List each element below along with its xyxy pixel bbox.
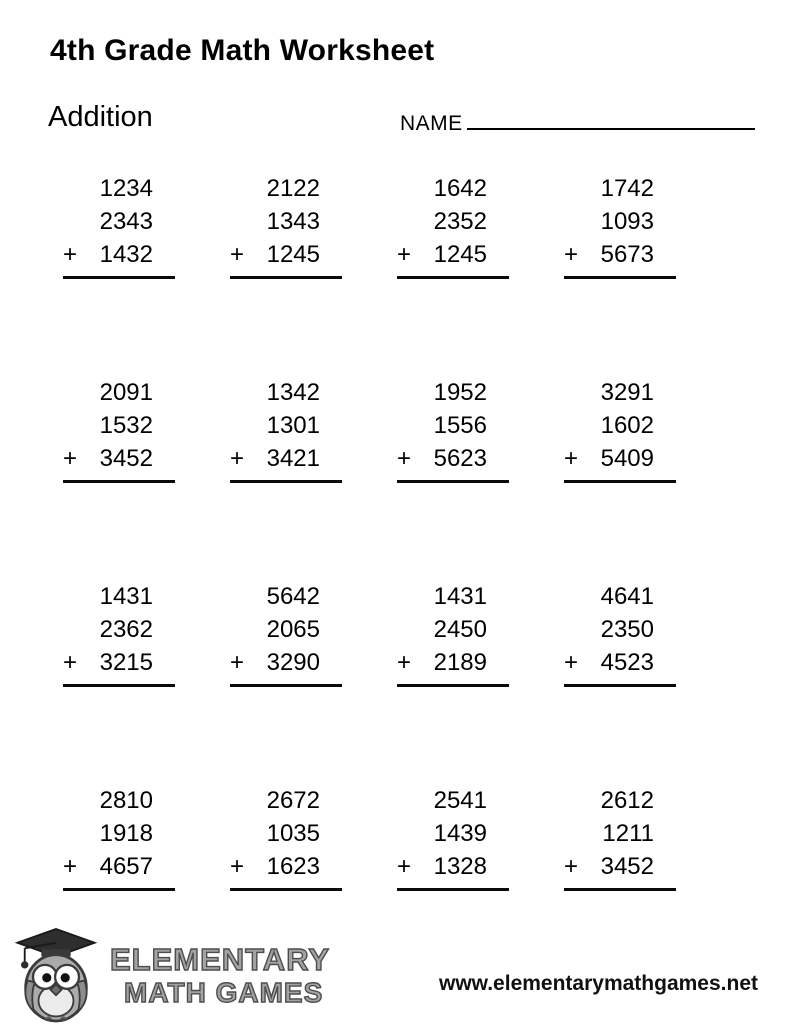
brand-logo [10,925,330,1025]
addend-row [63,238,175,271]
addition-problem [230,172,342,279]
addend-row [230,238,342,271]
addend: 1642 [433,175,487,202]
addend: 2343 [99,208,153,235]
problems-grid [63,172,731,891]
plus-sign: + [397,853,412,880]
addend-row [397,238,509,271]
addend: 1301 [266,412,320,439]
addition-problem [397,580,509,687]
name-field-group [400,110,755,136]
addend: 2189 [433,649,487,676]
addend: 3452 [99,445,153,472]
name-label: NAME [400,112,463,135]
brand-logo-text [110,941,331,1008]
addend: 2541 [433,787,487,814]
addend: 1431 [433,583,487,610]
addend: 5409 [600,445,654,472]
page-title: 4th Grade Math Worksheet [50,34,435,67]
addend: 4641 [600,583,654,610]
addend: 2362 [99,616,153,643]
addend-row [230,646,342,679]
addend: 1623 [266,853,320,880]
addend: 1952 [433,379,487,406]
addend: 1343 [266,208,320,235]
addend: 5623 [433,445,487,472]
answer-line [397,276,509,279]
addend: 2612 [600,787,654,814]
plus-sign: + [230,649,245,676]
addend-row [63,850,175,883]
website-url: www.elementarymathgames.net [439,972,758,995]
answer-line [230,888,342,891]
plus-sign: + [397,445,412,472]
addend: 1439 [433,820,487,847]
addition-problem [63,580,175,687]
addend-row [63,442,175,475]
addition-problem [564,172,676,279]
addend: 1556 [433,412,487,439]
answer-line [63,684,175,687]
answer-line [564,684,676,687]
plus-sign: + [397,649,412,676]
addend: 3215 [99,649,153,676]
addend: 1035 [266,820,320,847]
addend: 1342 [266,379,320,406]
addition-problem [397,376,509,483]
addend: 2350 [600,616,654,643]
plus-sign: + [63,853,78,880]
addition-problem [230,376,342,483]
answer-line [230,684,342,687]
addend: 2672 [266,787,320,814]
plus-sign: + [63,445,78,472]
plus-sign: + [564,649,579,676]
addition-problem [397,172,509,279]
answer-line [397,480,509,483]
answer-line [564,888,676,891]
addition-problem [397,784,509,891]
answer-line [397,888,509,891]
addition-problem [564,580,676,687]
answer-line [397,684,509,687]
addend-row [397,442,509,475]
addition-problem [564,376,676,483]
name-blank-line [467,110,755,130]
addition-problem [230,580,342,687]
plus-sign: + [397,241,412,268]
addition-problem [63,376,175,483]
addend: 1432 [99,241,153,268]
answer-line [230,480,342,483]
addend: 4657 [99,853,153,880]
addend: 1245 [433,241,487,268]
plus-sign: + [230,241,245,268]
addend: 2450 [433,616,487,643]
addend: 3421 [266,445,320,472]
addend: 2065 [266,616,320,643]
addend: 1918 [99,820,153,847]
answer-line [63,888,175,891]
addend: 1328 [433,853,487,880]
answer-line [564,276,676,279]
addend: 1532 [99,412,153,439]
addend-row [564,646,676,679]
addend: 1211 [602,820,654,847]
brand-name-line2: MATH GAMES [124,976,324,1008]
addend: 2810 [99,787,153,814]
addend: 4523 [600,649,654,676]
addend: 2091 [99,379,153,406]
addend-row [564,442,676,475]
answer-line [63,276,175,279]
answer-line [564,480,676,483]
addend: 1742 [600,175,654,202]
addend-row [397,850,509,883]
plus-sign: + [63,241,78,268]
addition-problem [564,784,676,891]
addend: 1234 [99,175,153,202]
addend-row [63,646,175,679]
plus-sign: + [230,853,245,880]
plus-sign: + [63,649,78,676]
addend: 1245 [266,241,320,268]
owl-logo-icon [10,925,102,1025]
section-label: Addition [48,101,153,133]
addition-problem [230,784,342,891]
addition-problem [63,784,175,891]
addend-row [564,238,676,271]
plus-sign: + [230,445,245,472]
addend-row [397,646,509,679]
addend: 3452 [600,853,654,880]
plus-sign: + [564,241,579,268]
addend-row [230,442,342,475]
answer-line [63,480,175,483]
plus-sign: + [564,445,579,472]
addend: 1093 [600,208,654,235]
addend: 5642 [266,583,320,610]
addend: 3291 [600,379,654,406]
addend-row [230,850,342,883]
addend-row [564,850,676,883]
addend: 5673 [600,241,654,268]
addend: 1602 [600,412,654,439]
answer-line [230,276,342,279]
addition-problem [63,172,175,279]
addend: 3290 [266,649,320,676]
addend: 2122 [266,175,320,202]
plus-sign: + [564,853,579,880]
addend: 1431 [99,583,153,610]
brand-name-line1: ELEMENTARY [110,941,331,977]
addend: 2352 [433,208,487,235]
